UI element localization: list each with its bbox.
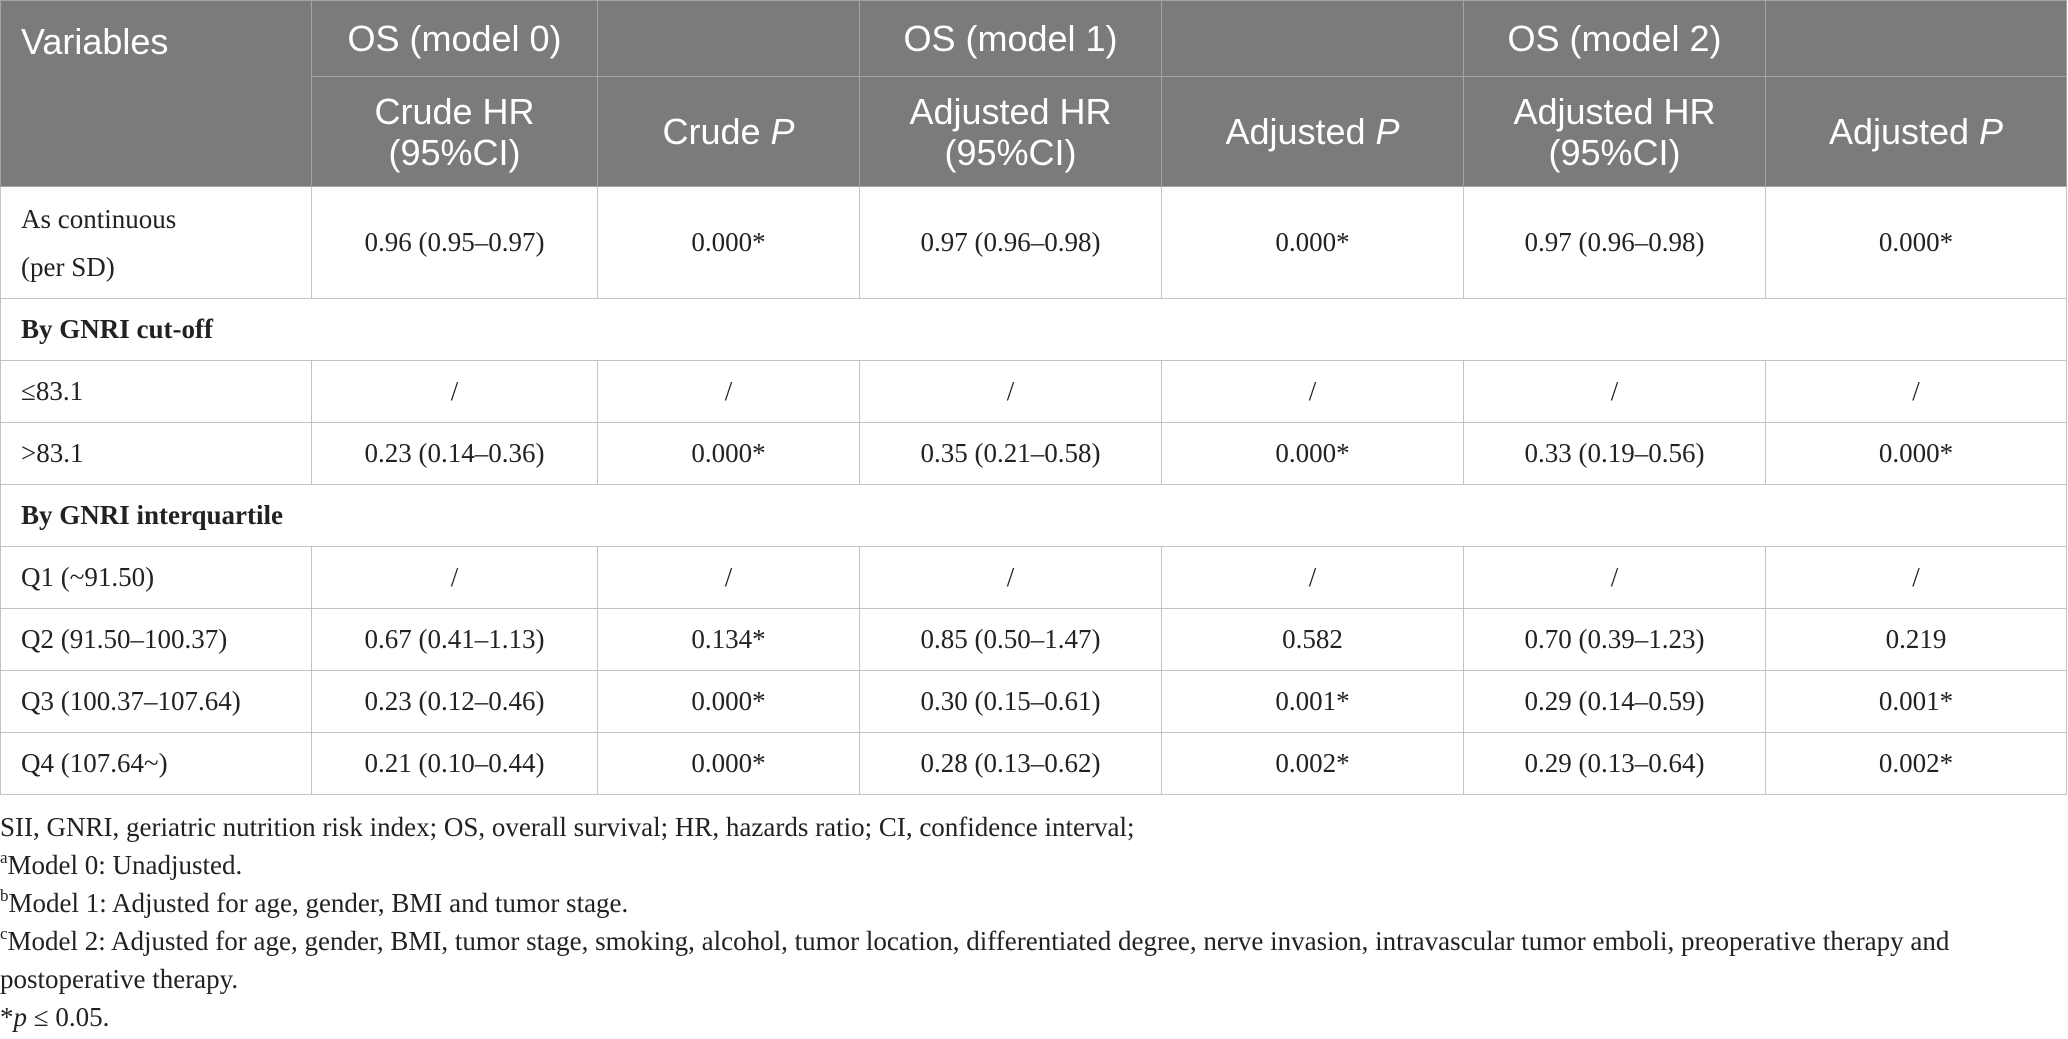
section-row <box>1 485 2067 547</box>
header-blank-3 <box>1766 1 2067 77</box>
cell-crude-p: 0.000* <box>598 733 860 795</box>
footnote-significance: *p ≤ 0.05. <box>0 1002 110 1032</box>
cell-crude-hr: / <box>312 547 598 609</box>
header-variables: Variables <box>1 1 312 187</box>
cell-adjusted-p-2: / <box>1766 547 2067 609</box>
cell-crude-p: 0.000* <box>598 187 860 299</box>
cell-adjusted-p-1: / <box>1162 547 1464 609</box>
row-label: Q1 (~91.50) <box>1 547 312 609</box>
header-os-model-2: OS (model 2) <box>1464 1 1766 77</box>
cell-crude-hr: 0.67 (0.41–1.13) <box>312 609 598 671</box>
section-row <box>1 299 2067 361</box>
cell-adjusted-p-1: 0.582 <box>1162 609 1464 671</box>
header-row-models <box>1 1 2067 77</box>
row-label: As continuous (per SD) <box>1 187 312 299</box>
header-adjusted-hr-2: Adjusted HR (95%CI) <box>1464 77 1766 187</box>
table-row <box>1 609 2067 671</box>
footnote-b: $^b$Model 1: Adjusted for age, gender, BMI and tumor stage. <box>0 886 629 918</box>
row-label: Q3 (100.37–107.64) <box>1 671 312 733</box>
section-label: By GNRI cut-off <box>1 299 2067 361</box>
header-os-model-0: OS (model 0) <box>312 1 598 77</box>
cell-adjusted-p-1: 0.000* <box>1162 423 1464 485</box>
cell-crude-hr: 0.23 (0.12–0.46) <box>312 671 598 733</box>
row-label: >83.1 <box>1 423 312 485</box>
cell-adjusted-p-2: 0.001* <box>1766 671 2067 733</box>
cell-adjusted-p-1: 0.001* <box>1162 671 1464 733</box>
table-header <box>1 1 2067 187</box>
cell-adjusted-p-2: 0.002* <box>1766 733 2067 795</box>
section-label: By GNRI interquartile <box>1 485 2067 547</box>
cell-crude-p: 0.000* <box>598 671 860 733</box>
cell-adjusted-hr-1: 0.28 (0.13–0.62) <box>860 733 1162 795</box>
cell-adjusted-hr-1: 0.35 (0.21–0.58) <box>860 423 1162 485</box>
cell-adjusted-hr-2: 0.29 (0.14–0.59) <box>1464 671 1766 733</box>
footnote-abbreviations: SII, GNRI, geriatric nutrition risk index; OS, overall survival; HR, hazards ratio; CI, confidence interval; <box>0 812 1135 842</box>
table-row <box>1 547 2067 609</box>
cell-adjusted-hr-1: / <box>860 361 1162 423</box>
cell-adjusted-p-2: / <box>1766 361 2067 423</box>
table-row <box>1 671 2067 733</box>
header-crude-p: Crude P <box>598 77 860 187</box>
table-body <box>1 187 2067 795</box>
cell-crude-p: 0.134* <box>598 609 860 671</box>
cell-adjusted-p-1: 0.000* <box>1162 187 1464 299</box>
row-label: Q4 (107.64~) <box>1 733 312 795</box>
table-footnotes <box>0 808 2060 1036</box>
header-adjusted-hr-1: Adjusted HR (95%CI) <box>860 77 1162 187</box>
header-os-model-1: OS (model 1) <box>860 1 1162 77</box>
header-blank-2 <box>1162 1 1464 77</box>
cell-adjusted-hr-1: 0.30 (0.15–0.61) <box>860 671 1162 733</box>
header-blank-1 <box>598 1 860 77</box>
cell-adjusted-hr-1: 0.97 (0.96–0.98) <box>860 187 1162 299</box>
footnote-a: $^a$Model 0: Unadjusted. <box>0 848 243 880</box>
cell-adjusted-hr-1: 0.85 (0.50–1.47) <box>860 609 1162 671</box>
header-adjusted-p-1: Adjusted P <box>1162 77 1464 187</box>
cell-crude-hr: 0.23 (0.14–0.36) <box>312 423 598 485</box>
table-row <box>1 361 2067 423</box>
cell-adjusted-p-2: 0.219 <box>1766 609 2067 671</box>
cell-crude-hr: 0.96 (0.95–0.97) <box>312 187 598 299</box>
cell-adjusted-p-2: 0.000* <box>1766 423 2067 485</box>
cell-adjusted-hr-2: 0.33 (0.19–0.56) <box>1464 423 1766 485</box>
row-label: Q2 (91.50–100.37) <box>1 609 312 671</box>
cell-crude-p: / <box>598 361 860 423</box>
cell-adjusted-p-2: 0.000* <box>1766 187 2067 299</box>
cell-crude-p: / <box>598 547 860 609</box>
table-row <box>1 733 2067 795</box>
cell-adjusted-hr-2: / <box>1464 361 1766 423</box>
cell-crude-hr: 0.21 (0.10–0.44) <box>312 733 598 795</box>
cell-adjusted-hr-2: / <box>1464 547 1766 609</box>
cell-adjusted-p-1: / <box>1162 361 1464 423</box>
cell-adjusted-p-1: 0.002* <box>1162 733 1464 795</box>
cell-adjusted-hr-2: 0.70 (0.39–1.23) <box>1464 609 1766 671</box>
cell-adjusted-hr-2: 0.29 (0.13–0.64) <box>1464 733 1766 795</box>
header-adjusted-p-2: Adjusted P <box>1766 77 2067 187</box>
cell-adjusted-hr-2: 0.97 (0.96–0.98) <box>1464 187 1766 299</box>
footnote-c: $^c$Model 2: Adjusted for age, gender, BMI, tumor stage, smoking, alcohol, tumor location, differentiated degree, nerve invasion, intravascular tumor emboli, preoperative therapy and postoperative therapy. <box>0 924 1950 994</box>
table-row <box>1 423 2067 485</box>
table-row <box>1 187 2067 299</box>
row-label: ≤83.1 <box>1 361 312 423</box>
header-crude-hr: Crude HR (95%CI) <box>312 77 598 187</box>
cell-adjusted-hr-1: / <box>860 547 1162 609</box>
cell-crude-p: 0.000* <box>598 423 860 485</box>
cell-crude-hr: / <box>312 361 598 423</box>
